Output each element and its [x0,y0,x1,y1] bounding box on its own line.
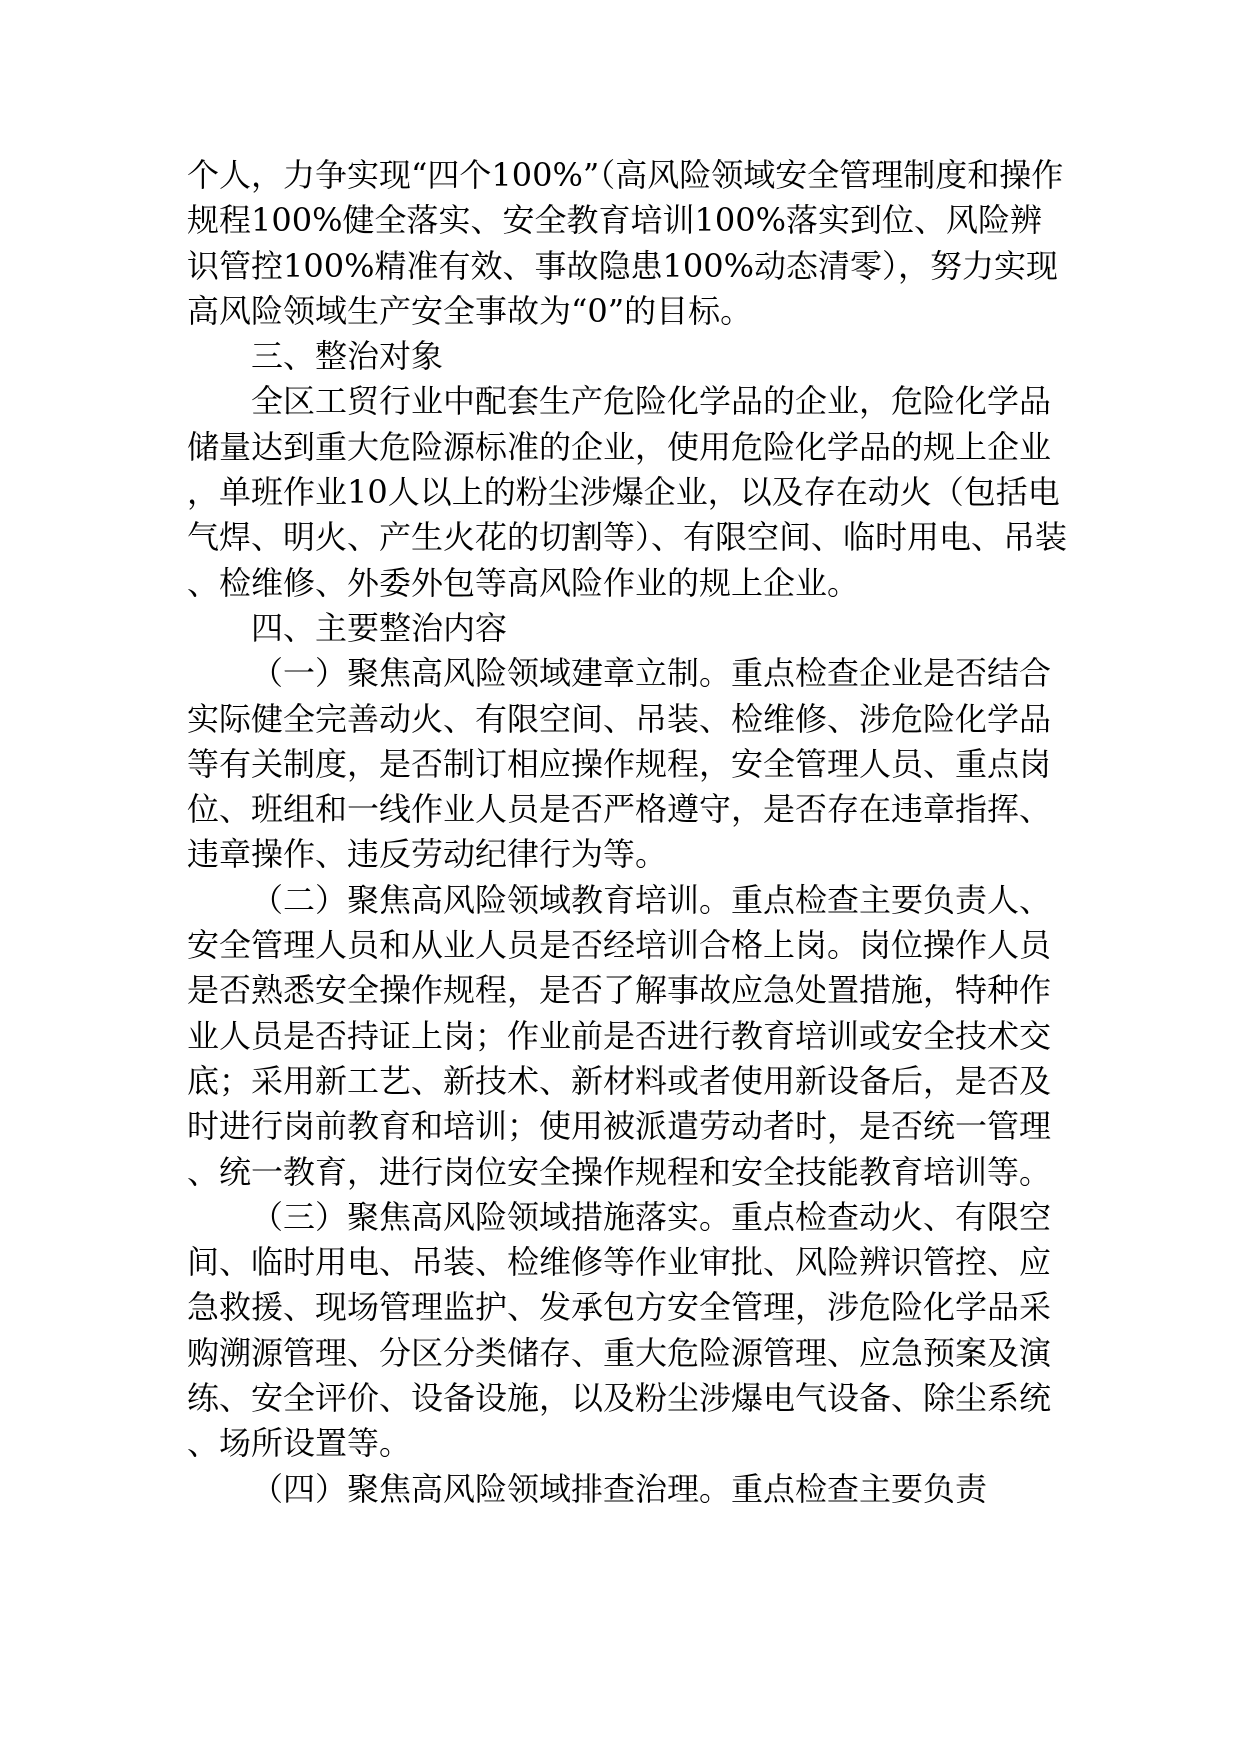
section-heading-main-content: 四、主要整治内容 [251,608,508,647]
paragraph-item-2: （二）聚焦高风险领域教育培训。重点检查主要负责人、安全管理人员和从业人员是否经培训合格上岗。岗位操作人员是否熟悉安全操作规程，是否了解事故应急处置措施，特种作业人员是否持证上岗；作业前是否进行教育培训或安全技术交底；采用新工艺、新技术、新材料或者使用新设备后，是否及时进行岗前教育和培训；使用被派遣劳动者时，是否统一管理、统一教育，进行岗位安全操作规程和安全技能教育培训等。 [187,880,1052,1191]
paragraph-goals-continuation: 个人，力争实现“四个100%”（高风险领域安全管理制度和操作规程100%健全落实、安全教育培训100%落实到位、风险辨识管控100%精准有效、事故隐患100%动态清零），努力实现高风险领域生产安全事故为“0”的目标。 [187,156,1064,330]
paragraph-targets: 全区工贸行业中配套生产危险化学品的企业，危险化学品储量达到重大危险源标准的企业，使用危险化学品的规上企业，单班作业10人以上的粉尘涉爆企业，以及存在动火（包括电气焊、明火、产生火花的切割等）、有限空间、临时用电、吊装、检维修、外委外包等高风险作业的规上企业。 [187,382,1068,602]
section-heading-targets: 三、整治对象 [251,337,444,376]
paragraph-item-1: （一）聚焦高风险领域建章立制。重点检查企业是否结合实际健全完善动火、有限空间、吊装、检维修、涉危险化学品等有关制度，是否制订相应操作规程，安全管理人员、重点岗位、班组和一线作业人员是否严格遵守，是否存在违章指挥、违章操作、违反劳动纪律行为等。 [187,654,1052,874]
paragraph-item-3: （三）聚焦高风险领域措施落实。重点检查动火、有限空间、临时用电、吊装、检维修等作业审批、风险辨识管控、应急救援、现场管理监护、发承包方安全管理，涉危险化学品采购溯源管理、分区分类储存、重大危险源管理、应急预案及演练、安全评价、设备设施，以及粉尘涉爆电气设备、除尘系统、场所设置等。 [187,1197,1052,1463]
paragraph-item-4: （四）聚焦高风险领域排查治理。重点检查主要负责 [251,1469,988,1508]
document-body [187,153,1067,1512]
